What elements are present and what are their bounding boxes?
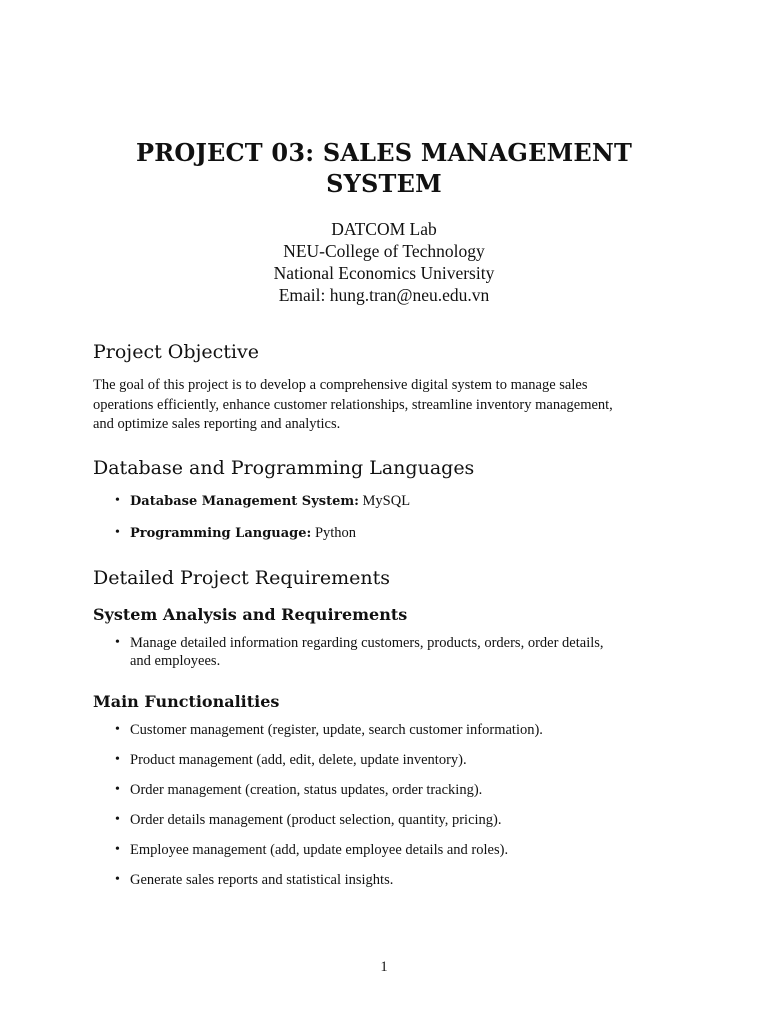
paragraph-line: The goal of this project is to develop a comprehensive digital system to manage sales (93, 377, 588, 393)
functionalities-list (93, 721, 693, 889)
section-heading-requirements: Detailed Project Requirements (93, 567, 391, 589)
subsection-heading-functionalities: Main Functionalities (93, 692, 280, 711)
paragraph-line: and optimize sales reporting and analytics. (93, 416, 341, 432)
list-item (93, 634, 693, 670)
bullet-icon: • (115, 493, 120, 508)
item-text: Order details management (product selection, quantity, pricing). (130, 812, 502, 828)
list-item (93, 781, 693, 799)
item-text: Generate sales reports and statistical insights. (130, 872, 394, 888)
author-affiliation-lab: DATCOM Lab (331, 219, 437, 239)
item-text: Customer management (register, update, search customer information). (130, 722, 543, 738)
item-text: Product management (add, edit, delete, update inventory). (130, 752, 467, 768)
list-item (93, 811, 693, 829)
item-label: Programming Language: (130, 526, 312, 541)
item-line: and employees. (130, 653, 221, 669)
section-heading-objective: Project Objective (93, 341, 259, 363)
item-line: Manage detailed information regarding customers, products, orders, order details, (130, 635, 604, 651)
page-number: 1 (380, 959, 388, 975)
author-block (60, 218, 708, 306)
list-item (93, 721, 693, 739)
title-line-1: PROJECT 03: SALES MANAGEMENT (135, 138, 633, 167)
item-label: Database Management System: (130, 494, 359, 509)
bullet-icon: • (115, 842, 120, 857)
objective-paragraph (93, 376, 683, 435)
author-affiliation-university: National Economics University (273, 263, 495, 283)
item-text: Employee management (add, update employee details and roles). (130, 842, 509, 858)
title-line-2: SYSTEM (326, 169, 442, 198)
bullet-icon: • (115, 525, 120, 540)
analysis-list (93, 634, 693, 670)
author-email: Email: hung.tran@neu.edu.vn (278, 285, 490, 305)
subsection-heading-analysis: System Analysis and Requirements (93, 605, 408, 624)
bullet-icon: • (115, 752, 120, 767)
list-item (93, 524, 693, 543)
list-item (93, 871, 693, 889)
list-item (93, 492, 693, 511)
list-item (93, 841, 693, 859)
bullet-icon: • (115, 722, 120, 737)
author-affiliation-college: NEU-College of Technology (283, 241, 485, 261)
item-value: MySQL (358, 493, 411, 509)
bullet-icon: • (115, 782, 120, 797)
item-value: Python (311, 525, 357, 541)
document-title (60, 137, 708, 199)
section-heading-database: Database and Programming Languages (93, 457, 475, 479)
database-list (93, 492, 693, 543)
paragraph-line: operations efficiently, enhance customer relationships, streamline inventory management, (93, 396, 613, 413)
bullet-icon: • (115, 812, 120, 827)
item-text: Order management (creation, status updates, order tracking). (130, 782, 483, 798)
bullet-icon: • (115, 635, 120, 650)
list-item (93, 751, 693, 769)
bullet-icon: • (115, 872, 120, 887)
